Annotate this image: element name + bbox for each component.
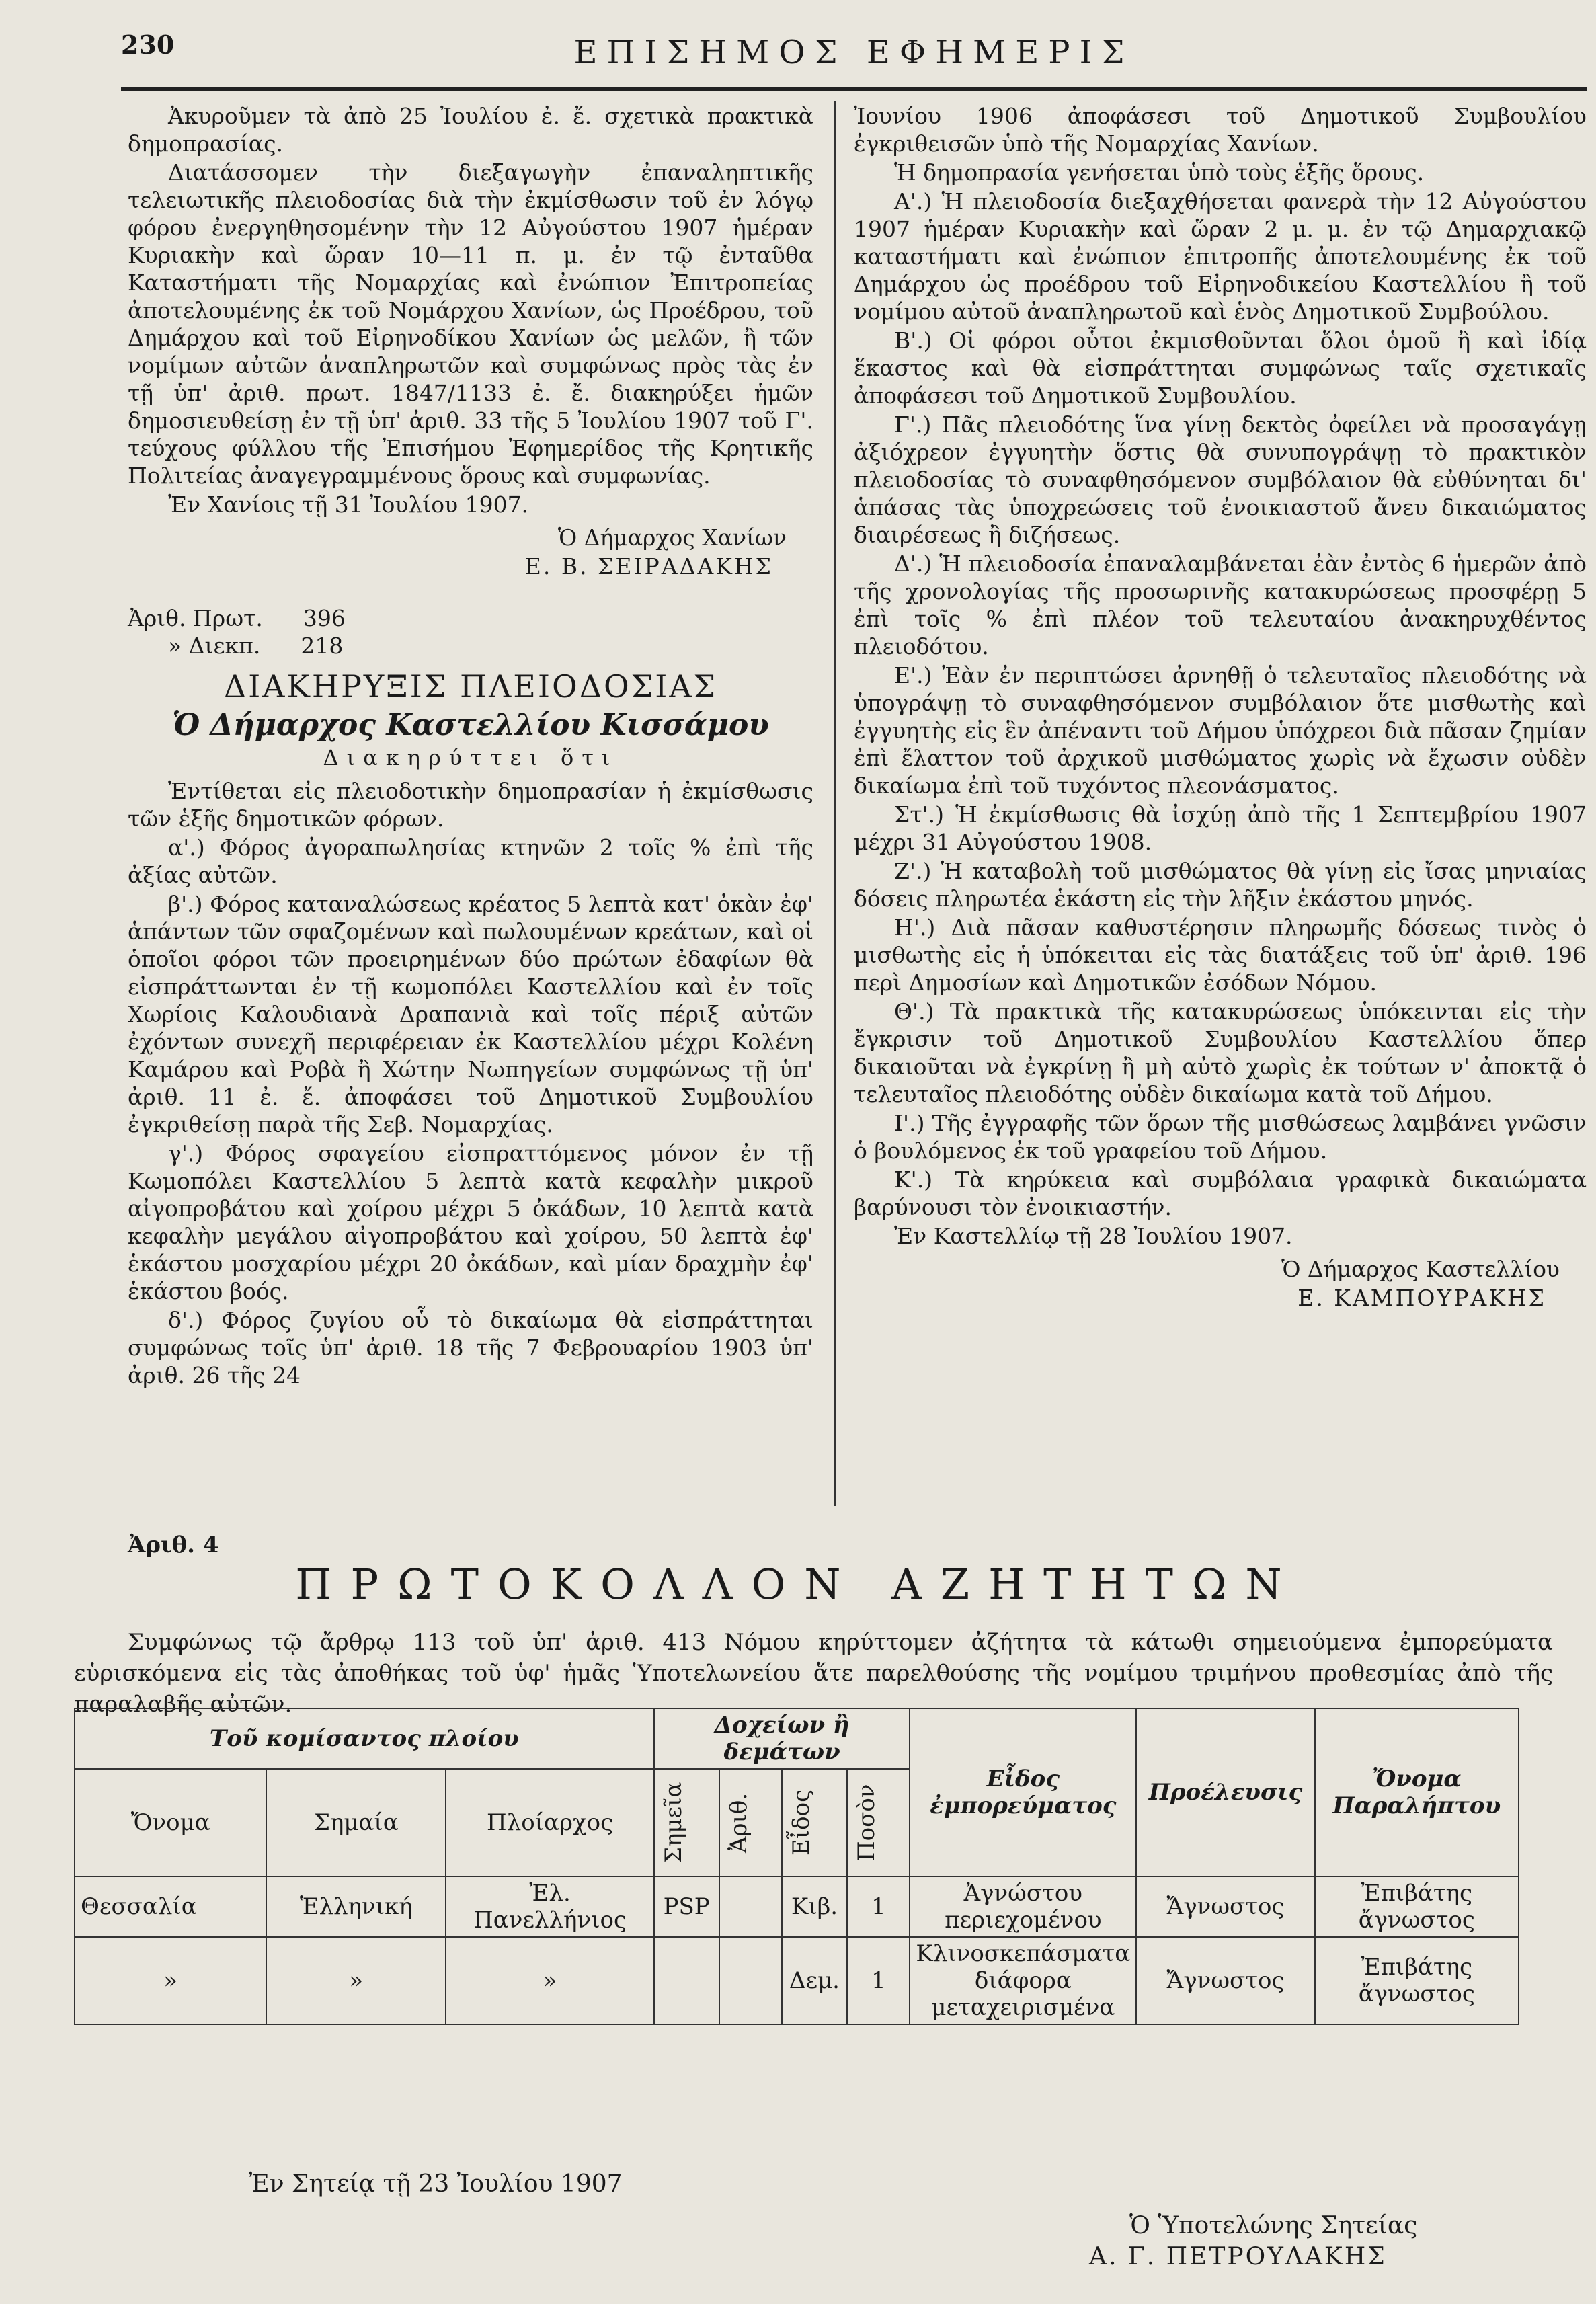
cell-flag: Ἑλληνική <box>266 1876 446 1937</box>
paragraph: Κ'.) Τὰ κηρύκεια καὶ συμβόλαια γραφικὰ δικαιώματα βαρύνουσι τὸν ἐνοικιαστήν. <box>854 1166 1587 1220</box>
cell-marks <box>654 1937 719 2024</box>
header-origin: Προέλευσις <box>1136 1708 1314 1876</box>
date-line: Ἐν Καστελλίῳ τῇ 28 Ἰουλίου 1907. <box>894 1223 1293 1249</box>
cell-flag: » <box>266 1937 446 2024</box>
section-intro: Συμφώνως τῷ ἄρθρῳ 113 τοῦ ὑπ' ἀριθ. 413 Νόμου κηρύττομεν ἀζήτητα τὰ κάτωθι σημειούμενα ἐμπορεύματα εὑρισκόμενα εἰς τὰς ἀποθήκας τοῦ ὑφ' ἡμᾶς Ὑποτελωνείου ἅτε παρελθούσης τῆς νομίμου τριμήνου προθεσμίας ἀπὸ τῆς παραλαβῆς αὐτῶν. <box>74 1629 1553 1718</box>
table-row <box>75 1876 1519 1937</box>
left-column <box>128 102 813 1390</box>
paragraph: Ἐντίθεται εἰς πλειοδοτικὴν δημοπρασίαν ἡ ἐκμίσθωσις τῶν ἑξῆς δημοτικῶν φόρων. <box>128 778 813 832</box>
paragraph: Γ'.) Πᾶς πλειοδότης ἵνα γίνῃ δεκτὸς ὀφείλει νὰ προσαγάγῃ ἀξιόχρεον ἐγγυητὴν ὅστις θὰ συνυπογράψῃ τὸ πρακτικὸν πλειοδοσίας τὸ συναφθησόμενον συμβόλαιον θὰ εὐθύνηται δι' ἁπάσας τὰς ὑποχρεώσεις τοῦ ἐνοικιαστοῦ ἄνευ δικαιώματος διαιρέσεως ἢ διζήσεως. <box>854 411 1587 548</box>
paragraph: Ἡ δημοπρασία γενήσεται ὑπὸ τοὺς ἑξῆς ὅρους. <box>894 159 1425 186</box>
footer-office: Ὁ Ὑποτελώνης Σητείας <box>1129 2212 1418 2239</box>
cell-goods: Κλινοσκεπάσματα διάφορα μεταχειρισμένα <box>910 1937 1136 2024</box>
signer-name: Ε. ΚΑΜΠΟΥΡΑΚΗΣ <box>1298 1285 1546 1311</box>
cell-name: Θεσσαλία <box>75 1876 266 1937</box>
paragraph: α'.) Φόρος ἀγοραπωλησίας κτηνῶν 2 τοῖς % ἐπὶ τῆς ἀξίας αὐτῶν. <box>128 834 813 888</box>
paragraph: Ε'.) Ἐὰν ἐν περιπτώσει ἀρνηθῇ ὁ τελευταῖος πλειοδότης νὰ ὑπογράψῃ τὸ συναφθησόμενον συμβόλαιον ὅτε μισθωτὴς καὶ ἐγγυητὴς εἰς ἓν ἀπέναντι τοῦ Δήμου ὑπόχρεοι διὰ πᾶσαν ζημίαν ἐπὶ ἔλαττον τοῦ ἀρχικοῦ μισθώματος χωρὶς νὰ ἔχωσιν οὐδὲν δικαίωμα ἐπὶ τοῦ τυχόντος πλεονάσματος. <box>854 662 1587 799</box>
paragraph: Ζ'.) Ἡ καταβολὴ τοῦ μισθώματος θὰ γίνῃ εἰς ἴσας μηνιαίας δόσεις πληρωτέα ἑκάστη εἰς τὴν λῆξιν ἑκάστου μηνός. <box>854 858 1587 912</box>
header-recipient: Ὄνομα Παραλήπτου <box>1315 1708 1519 1876</box>
cell-recipient: Ἐπιβάτης ἄγνωστος <box>1315 1937 1519 2024</box>
cell-marks: PSP <box>654 1876 719 1937</box>
header-name: Ὄνομα <box>75 1769 266 1876</box>
column-divider <box>834 101 836 1506</box>
paragraph: Δ'.) Ἡ πλειοδοσία ἐπαναλαμβάνεται ἐὰν ἐντὸς 6 ἡμερῶν ἀπὸ τῆς χρονολογίας τῆς προσωρινῆς κατακυρώσεως προσφέρῃ 5 ἐπὶ τοῖς % ἐπὶ πλέον τοῦ τελευταίου ἀνακηρυχθέντος πλειοδότου. <box>854 551 1587 660</box>
header-flag: Σημαία <box>266 1769 446 1876</box>
announcement-heading: ΔΙΑΚΗΡΥΞΙΣ ΠΛΕΙΟΔΟΣΙΑΣ <box>223 668 718 705</box>
paragraph: Η'.) Διὰ πᾶσαν καθυστέρησιν πληρωμῆς δόσεως τινὸς ὁ μισθωτὴς εἰς ἡ ὑπόκειται εἰς τὰς διατάξεις τοῦ ὑπ' ἀριθ. 196 περὶ Δημοσίων καὶ Δημοτικῶν ἐσόδων Νόμου. <box>854 914 1587 996</box>
section-number: Ἀριθ. 4 <box>128 1532 219 1558</box>
group-header-packages: Δοχείων ἢ δεμάτων <box>654 1708 910 1769</box>
paragraph: Θ'.) Τὰ πρακτικὰ τῆς κατακυρώσεως ὑπόκεινται εἰς τὴν ἔγκρισιν τοῦ Δημοτικοῦ Συμβουλίου Καστελλίου ὅπερ δικαιοῦται νὰ ἐγκρίνῃ ἢ μὴ αὐτὸ χωρὶς ἐκ τούτων ν' ἀποκτᾷ ὁ τελευταῖος πλειοδότης οὐδὲν δικαίωμα κατὰ τοῦ Δήμου. <box>854 998 1587 1107</box>
page-header <box>121 30 1587 90</box>
signer-title: Ὁ Δήμαρχος Καστελλίου <box>1281 1256 1560 1282</box>
paragraph: δ'.) Φόρος ζυγίου οὗ τὸ δικαίωμα θὰ εἰσπράττηται συμφώνως τοῖς ὑπ' ἀριθ. 18 τῆς 7 Φεβρουαρίου 1903 ὑπ' ἀριθ. 26 τῆς 24 <box>128 1307 813 1388</box>
announcement-subheading: Ὁ Δήμαρχος Καστελλίου Κισσάμου <box>172 708 769 742</box>
paragraph: Ἀκυροῦμεν τὰ ἀπὸ 25 Ἰουλίου ἐ. ἔ. σχετικὰ πρακτικὰ δημοπρασίας. <box>128 103 813 157</box>
paragraph: Α'.) Ἡ πλειοδοσία διεξαχθήσεται φανερὰ τὴν 12 Αὐγούστου 1907 ἡμέραν Κυριακὴν καὶ ὥραν 2 μ. μ. ἐν τῷ Δημαρχιακῷ καταστήματι καὶ ἐνώπιον ἐπιτροπῆς ἀποτελουμένης ἐκ τοῦ Δημάρχου ὡς προέδρου τοῦ Εἰρηνοδικείου Καστελλίου ἢ τοῦ νομίμου αὐτοῦ ἀναπληρωτοῦ καὶ ἑνὸς Δημοτικοῦ Συμβούλου. <box>854 188 1587 325</box>
page-number: 230 <box>121 30 175 60</box>
header-marks: Σημεῖα <box>660 1782 687 1864</box>
footer-signer-name: Α. Γ. ΠΕΤΡΟΥΛΑΚΗΣ <box>1089 2243 1387 2270</box>
paragraph: β'.) Φόρος καταναλώσεως κρέατος 5 λεπτὰ κατ' ὀκὰν ἐφ' ἁπάντων τῶν σφαζομένων καὶ πωλουμένων κρεάτων, καὶ οἱ ὁποῖοι φόροι τῶν προειρημένων δύο πρώτων ἐδαφίων θὰ εἰσπράττωνται ἐν τῇ κωμοπόλει Καστελλίου καὶ ἐν τοῖς Χωρίοις Καλουδιανὰ Δραπανιὰ καὶ τοῖς πέριξ αὐτῶν ἐχόντων συνεχῆ περιφέρειαν ἐκ Καστελλίου μέχρι Κολένη Καμάρου καὶ Ροβὰ ἢ Χώτην Νωπηγείων συμφώνως τῇ ὑπ' ἀριθ. 11 ἐ. ἔ. ἀποφάσει τοῦ Δημοτικοῦ Συμβουλίου ἐγκριθείσῃ παρὰ τῆς Σεβ. Νομαρχίας. <box>128 891 813 1138</box>
cell-origin: Ἄγνωστος <box>1136 1876 1314 1937</box>
protocol-number <box>128 604 813 632</box>
cell-name: » <box>75 1937 266 2024</box>
announcement-verb: Διακηρύττει ὅτι <box>323 745 619 770</box>
header-kind: Εἶδος <box>787 1789 815 1856</box>
cell-number <box>719 1937 782 2024</box>
table-group-header-row <box>75 1708 1519 1769</box>
cell-quantity: 1 <box>847 1937 910 2024</box>
signer-name: Ε. Β. ΣΕΙΡΑΔΑΚΗΣ <box>524 553 773 580</box>
journal-title: ΕΠΙΣΗΜΟΣ ΕΦΗΜΕΡΙΣ <box>573 34 1134 71</box>
date-line: Ἐν Χανίοις τῇ 31 Ἰουλίου 1907. <box>168 491 529 518</box>
right-column <box>854 102 1587 1313</box>
paragraph: Στ'.) Ἡ ἐκμίσθωσις θὰ ἰσχύῃ ἀπὸ τῆς 1 Σεπτεμβρίου 1907 μέχρι 31 Αὐγούστου 1908. <box>854 801 1587 855</box>
header-quantity: Ποσὸν <box>853 1784 881 1862</box>
table-row <box>75 1937 1519 2024</box>
cell-origin: Ἄγνωστος <box>1136 1937 1314 2024</box>
cell-captain: Ἐλ. Πανελλήνιος <box>446 1876 653 1937</box>
ref-label: Ἀριθ. Πρωτ. <box>128 605 263 631</box>
paragraph: Διατάσσομεν τὴν διεξαγωγὴν ἐπαναληπτικῆς τελειωτικῆς πλειοδοσίας διὰ τὴν ἐκμίσθωσιν τοῦ ἐν λόγῳ φόρου ἐνεργηθησομένην τὴν 12 Αὐγούστου 1907 ἡμέραν Κυριακὴν καὶ ὥραν 10—11 π. μ. ἐν τῷ ἐνταῦθα Καταστήματι τῆς Νομαρχίας καὶ ἐνώπιον Ἐπιτροπείας ἀποτελουμένης ἐκ τοῦ Νομάρχου Χανίων, ὡς Προέδρου, τοῦ Δημάρχου καὶ τοῦ Εἰρηνοδίκου Χανίων ὡς μελῶν, ἢ τῶν νομίμων αὐτῶν ἀναπληρωτῶν καὶ συμφώνως πρὸς τὰς ἐν τῇ ὑπ' ἀριθ. πρωτ. 1847/1133 ἐ. ἔ. διακηρύξει ἡμῶν δημοσιευθείσῃ ἐν τῇ ὑπ' ἀριθ. 33 τῆς 5 Ἰουλίου 1907 τοῦ Γ'. τεύχους φύλλου τῆς Ἐπισήμου Ἐφημερίδος τῆς Κρητικῆς Πολιτείας ἀναγεγραμμένους ὅρους καὶ συμφωνίας. <box>128 159 813 489</box>
section-title: ΠΡΩΤΟΚΟΛΛΟΝ ΑΖΗΤΗΤΩΝ <box>295 1560 1301 1609</box>
signer-title: Ὁ Δήμαρχος Χανίων <box>557 524 787 551</box>
dispatch-number <box>128 632 813 660</box>
paragraph: Β'.) Οἱ φόροι οὗτοι ἐκμισθοῦνται ὅλοι ὁμοῦ ἢ καὶ ἰδίᾳ ἕκαστος καὶ θὰ εἰσπράττηται συμφώνως ταῖς σχετικαῖς ἀποφάσεσι τοῦ Δημοτικοῦ Συμβουλίου. <box>854 327 1587 409</box>
ref-label: » Διεκπ. <box>168 633 261 659</box>
paragraph: Ἰουνίου 1906 ἀποφάσεσι τοῦ Δημοτικοῦ Συμβουλίου ἐγκριθεισῶν ὑπὸ τῆς Νομαρχίας Χανίων. <box>854 103 1587 157</box>
group-header-ship: Τοῦ κομίσαντος πλοίου <box>75 1708 654 1769</box>
header-number: Ἀριθ. <box>725 1792 752 1853</box>
ref-value: 396 <box>303 605 346 631</box>
cell-number <box>719 1876 782 1937</box>
ref-value: 218 <box>301 633 344 659</box>
cell-captain: » <box>446 1937 653 2024</box>
cell-recipient: Ἐπιβάτης ἄγνωστος <box>1315 1876 1519 1937</box>
cell-goods: Ἀγνώστου περιεχομένου <box>910 1876 1136 1937</box>
cell-quantity: 1 <box>847 1876 910 1937</box>
paragraph: γ'.) Φόρος σφαγείου εἰσπραττόμενος μόνον ἐν τῇ Κωμοπόλει Καστελλίου 5 λεπτὰ κατὰ κεφαλὴν μικροῦ αἰγοπροβάτου καὶ χοίρου μέχρι 5 ὀκάδων, 10 λεπτὰ κατὰ κεφαλὴν μεγάλου αἰγοπροβάτου καὶ χοίρου, 50 λεπτὰ ἐφ' ἑκάστου μοσχαρίου μέχρι 20 ὀκάδων, καὶ μίαν δραχμὴν ἐφ' ἑκάστου βοός. <box>128 1140 813 1304</box>
paragraph: Ι'.) Τῆς ἐγγραφῆς τῶν ὅρων τῆς μισθώσεως λαμβάνει γνῶσιν ὁ βουλόμενος ἐκ τοῦ γραφείου τοῦ Δήμου. <box>854 1110 1587 1164</box>
cell-kind: Δεμ. <box>782 1937 847 2024</box>
cell-kind: Κιβ. <box>782 1876 847 1937</box>
footer-place-date: Ἐν Σητείᾳ τῇ 23 Ἰουλίου 1907 <box>249 2170 623 2198</box>
header-captain: Πλοίαρχος <box>446 1769 653 1876</box>
unclaimed-goods-table <box>74 1708 1519 2025</box>
header-rule <box>121 87 1587 91</box>
header-goods: Εἶδος ἐμπορεύματος <box>910 1708 1136 1876</box>
